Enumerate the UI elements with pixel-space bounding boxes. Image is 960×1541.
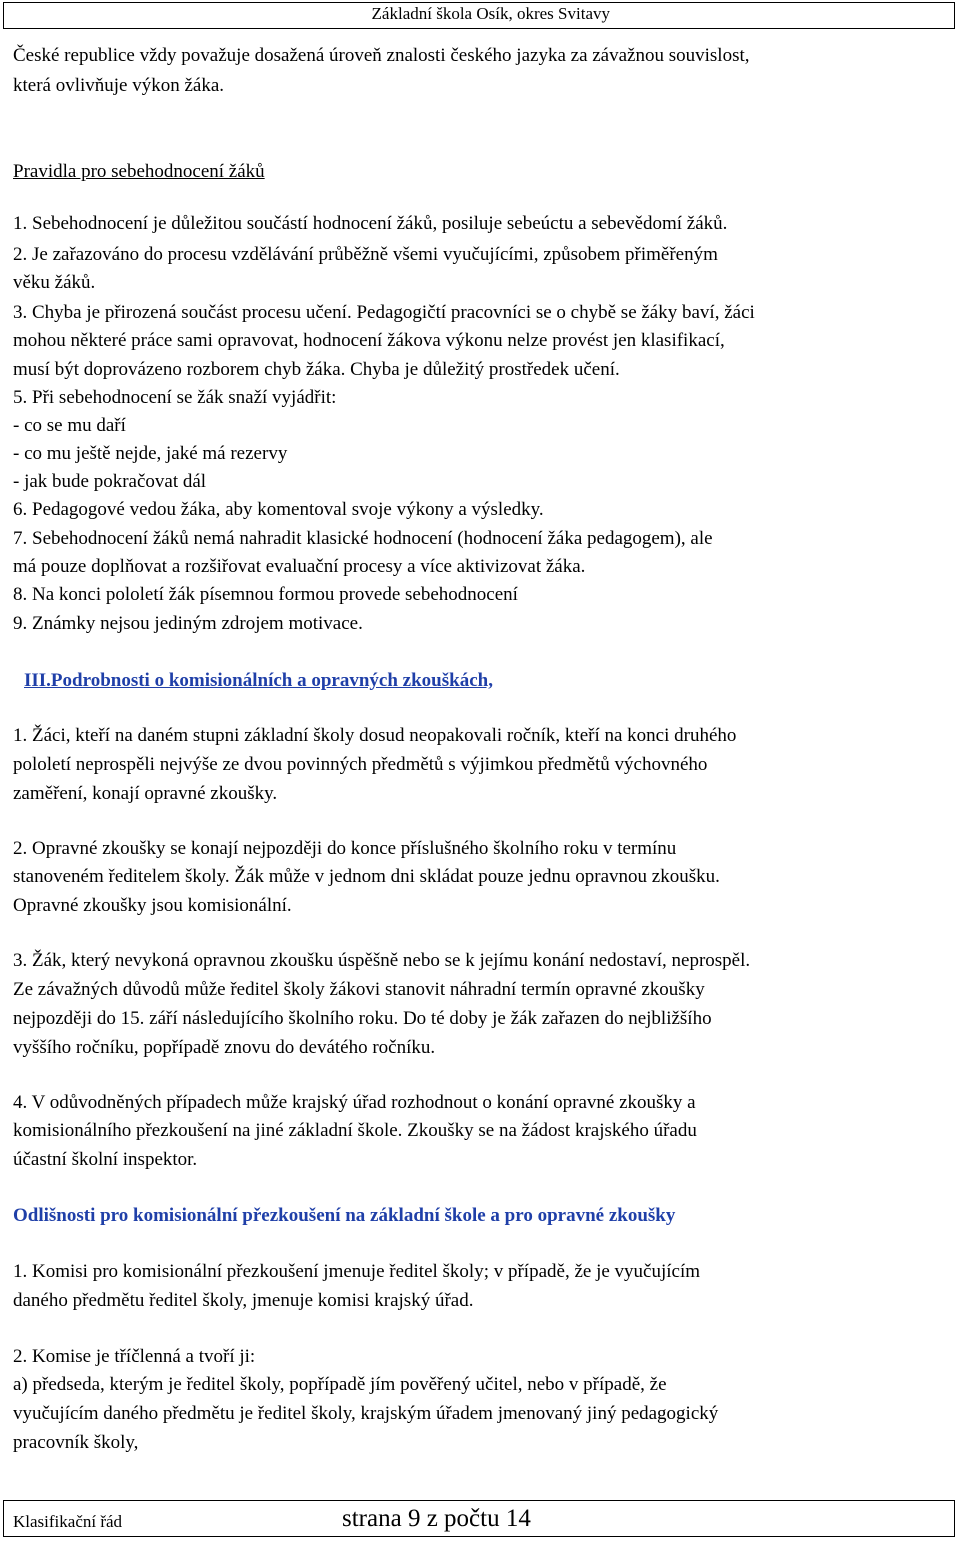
rule-line: 2. Je zařazováno do procesu vzdělávání průběžně všemi vyučujícími, způsobem přiměřeným: [13, 244, 718, 265]
rule-line: musí být doprovázeno rozborem chyb žáka. Chyba je důležitý prostředek učení.: [13, 359, 620, 380]
section3-heading: III.Podrobnosti o komisionálních a opravných zkouškách,: [24, 670, 493, 691]
text-line: stanoveném ředitelem školy. Žák může v jednom dni skládat pouze jednu opravnou zkoušku.: [13, 866, 720, 887]
text-line: 2. Opravné zkoušky se konají nejpozději do konce příslušného školního roku v termínu: [13, 838, 677, 859]
text-line: účastní školní inspektor.: [13, 1149, 198, 1170]
rule-line: má pouze doplňovat a rozšiřovat evaluační procesy a více aktivizovat žáka.: [13, 556, 586, 577]
rule-bullet: - jak bude pokračovat dál: [13, 471, 207, 492]
text-line: daného předmětu ředitel školy, jmenuje komisi krajský úřad.: [13, 1290, 474, 1311]
rules-heading: Pravidla pro sebehodnocení žáků: [13, 161, 265, 182]
text-line: a) předseda, kterým je ředitel školy, popřípadě jím pověřený učitel, nebo v případě, že: [13, 1374, 667, 1395]
text-line: Opravné zkoušky jsou komisionální.: [13, 895, 292, 916]
text-line: 1. Komisi pro komisionální přezkoušení jmenuje ředitel školy; v případě, že je vyučujícím: [13, 1261, 701, 1282]
rule-bullet: - co mu ještě nejde, jaké má rezervy: [13, 443, 288, 464]
footer-page-number: strana 9 z počtu 14: [342, 1505, 531, 1532]
rule-line: 3. Chyba je přirozená součást procesu učení. Pedagogičtí pracovníci se o chybě se žáky baví, žáci: [13, 302, 755, 323]
rule-line: 9. Známky nejsou jediným zdrojem motivace.: [13, 613, 363, 634]
text-line: 4. V odůvodněných případech může krajský úřad rozhodnout o konání opravné zkoušky a: [13, 1092, 696, 1113]
text-line: která ovlivňuje výkon žáka.: [13, 75, 225, 96]
text-line: pololetí neprospěli nejvýše ze dvou povinných předmětů s výjimkou předmětů výchovného: [13, 754, 708, 775]
footer-document-name: Klasifikační řád: [13, 1512, 123, 1531]
text-line: komisionálního přezkoušení na jiné základní škole. Zkoušky se na žádost krajského úřadu: [13, 1120, 697, 1141]
text-line: pracovník školy,: [13, 1432, 139, 1453]
rule-line: 8. Na konci pololetí žák písemnou formou provede sebehodnocení: [13, 584, 518, 605]
text-line: 3. Žák, který nevykoná opravnou zkoušku úspěšně nebo se k jejímu konání nedostaví, neprospěl.: [13, 950, 751, 971]
rule-line: 6. Pedagogové vedou žáka, aby komentoval svoje výkony a výsledky.: [13, 499, 544, 520]
text-line: vyučujícím daného předmětu je ředitel školy, krajským úřadem jmenovaný jiný pedagogický: [13, 1403, 719, 1424]
text-line: nejpozději do 15. září následujícího školního roku. Do té doby je žák zařazen do nejbližšího: [13, 1008, 712, 1029]
text-line: České republice vždy považuje dosažená úroveň znalosti českého jazyka za závažnou souvislost,: [13, 45, 750, 66]
differences-heading: Odlišnosti pro komisionální přezkoušení na základní škole a pro opravné zkoušky: [13, 1205, 676, 1226]
rule-line: mohou některé práce sami opravovat, hodnocení žákova výkonu nelze provést jen klasifikací,: [13, 330, 725, 351]
text-line: 1. Žáci, kteří na daném stupni základní školy dosud neopakovali ročník, kteří na konci druhého: [13, 725, 737, 746]
header-school-name: Základní škola Osík, okres Svitavy: [371, 4, 610, 23]
text-line: vyššího ročníku, popřípadě znovu do devátého ročníku.: [13, 1037, 436, 1058]
rule-line: 7. Sebehodnocení žáků nemá nahradit klasické hodnocení (hodnocení žáka pedagogem), ale: [13, 528, 713, 549]
rule-bullet: - co se mu daří: [13, 415, 126, 436]
text-line: Ze závažných důvodů může ředitel školy žákovi stanovit náhradní termín opravné zkoušky: [13, 979, 705, 1000]
rule-line: 5. Při sebehodnocení se žák snaží vyjádřit:: [13, 387, 337, 408]
rule-line: 1. Sebehodnocení je důležitou součástí hodnocení žáků, posiluje sebeúctu a sebevědomí žáků.: [13, 213, 728, 234]
rule-line: věku žáků.: [13, 272, 96, 293]
text-line: 2. Komise je tříčlenná a tvoří ji:: [13, 1346, 256, 1367]
text-line: zaměření, konají opravné zkoušky.: [13, 783, 278, 804]
